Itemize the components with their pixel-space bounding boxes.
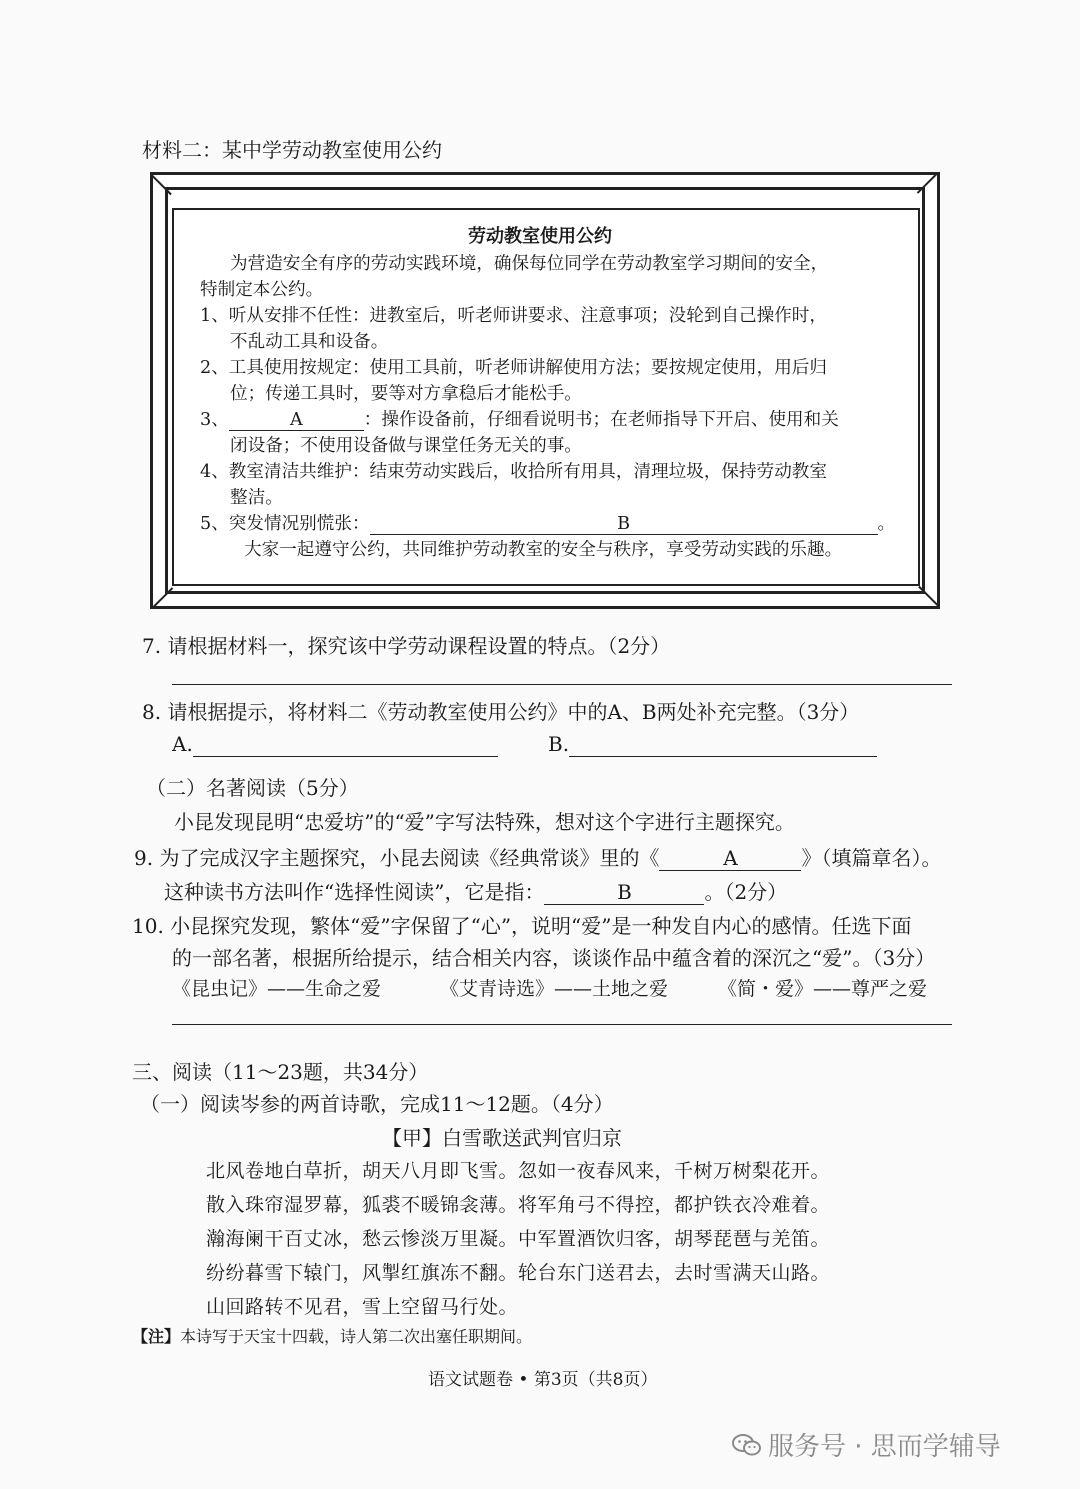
section-3-subtitle: （一）阅读岑参的两首诗歌，完成11～12题。（4分） [140, 1092, 614, 1116]
rule-5-line: 5、突发情况别慌张： B 。 [200, 514, 896, 534]
question-8: 8. 请根据提示，将材料二《劳动教室使用公约》中的A、B两处补充完整。（3分） [142, 700, 860, 724]
q8-option-a: A. [172, 732, 498, 757]
section-3-title: 三、阅读（11～23题，共34分） [132, 1060, 429, 1084]
blank-b: B [370, 514, 878, 535]
notice-closing: 大家一起遵守公约，共同维护劳动教室的安全与秩序，享受劳动实践的乐趣。 [244, 540, 843, 560]
section-2-intro: 小昆发现昆明“忠爱坊”的“爱”字写法特殊，想对这个字进行主题探究。 [174, 810, 795, 834]
blank-a: A [229, 410, 364, 431]
poem-line-1: 北风卷地白草折，胡天八月即飞雪。忽如一夜春风来，千树万树梨花开。 [206, 1160, 831, 1182]
wechat-icon [732, 1433, 762, 1457]
poem-line-5: 山回路转不见君，雪上空留马行处。 [206, 1296, 519, 1318]
section-2-title: （二）名著阅读（5分） [146, 776, 359, 800]
question-9-line2: 这种读书方法叫作“选择性阅读”，它是指： B 。（2分） [164, 880, 788, 904]
question-7: 7. 请根据材料一，探究该中学劳动课程设置的特点。（2分） [142, 634, 671, 658]
poem-title: 【甲】白雪歌送武判官归京 [382, 1126, 622, 1150]
rule-1-line2: 不乱动工具和设备。 [230, 332, 389, 352]
poem-line-2: 散入珠帘湿罗幕，狐裘不暖锦衾薄。将军角弓不得控，都护铁衣冷难着。 [206, 1194, 831, 1216]
poem-note: 【注】本诗写于天宝十四载，诗人第二次出塞任职期间。 [132, 1327, 533, 1346]
q8-option-b: B. [548, 732, 877, 757]
rule-3-line2: 闭设备；不使用设备做与课堂任务无关的事。 [230, 436, 582, 456]
rule-2-line1: 2、工具使用按规定：使用工具前，听老师讲解使用方法；要按规定使用，用后归 [200, 358, 827, 378]
q10-option-2: 《艾青诗选》——土地之爱 [440, 978, 669, 1000]
rule-1-line1: 1、听从安排不任性：进教室后，听老师讲要求、注意事项；没轮到自己操作时， [200, 306, 827, 326]
notice-title: 劳动教室使用公约 [468, 226, 612, 247]
rule-4-line2: 整洁。 [230, 488, 283, 508]
notice-intro-line1: 为营造安全有序的劳动实践环境，确保每位同学在劳动教室学习期间的安全， [230, 254, 829, 274]
answer-line-q7[interactable] [172, 684, 952, 685]
question-10-line1: 10. 小昆探究发现，繁体“爱”字保留了“心”，说明“爱”是一种发自内心的感情。任选下面 [132, 914, 912, 938]
answer-line-q10[interactable] [172, 1024, 952, 1025]
poem-line-3: 瀚海阑干百丈冰，愁云惨淡万里凝。中军置酒饮归客，胡琴琵琶与羌笛。 [206, 1228, 831, 1250]
notice-intro-line2: 特制定本公约。 [200, 280, 324, 300]
material-2-title: 材料二：某中学劳动教室使用公约 [142, 138, 442, 162]
question-9-line1: 9. 为了完成汉字主题探究，小昆去阅读《经典常谈》里的《 A 》（填篇章名）。 [134, 846, 942, 870]
rule-2-line2: 位；传递工具时，要等对方拿稳后才能松手。 [230, 384, 582, 404]
q10-option-1: 《昆虫记》——生命之爱 [172, 978, 382, 1000]
page-footer: 语文试题卷 • 第3页（共8页） [428, 1370, 658, 1390]
answer-blank-q8b[interactable] [569, 732, 877, 757]
poem-line-4: 纷纷暮雪下辕门，风掣红旗冻不翻。轮台东门送君去，去时雪满天山路。 [206, 1262, 831, 1284]
q10-option-3: 《简・爱》——尊严之爱 [718, 978, 928, 1000]
rule-4-line1: 4、教室清洁共维护：结束劳动实践后，收拾所有用具，清理垃圾，保持劳动教室 [200, 462, 827, 482]
answer-blank-q9b: B [544, 880, 704, 905]
question-10-line2: 的一部名著，根据所给提示，结合相关内容，谈谈作品中蕴含着的深沉之“爱”。（3分） [172, 946, 936, 970]
rule-3-line1: 3、 A ：操作设备前，仔细看说明书；在老师指导下开启、使用和关 [200, 410, 839, 430]
answer-blank-q8a[interactable] [193, 732, 498, 757]
service-account-tag: 服务号 · 思而学辅导 [732, 1426, 1001, 1463]
answer-blank-q9a: A [659, 846, 801, 871]
